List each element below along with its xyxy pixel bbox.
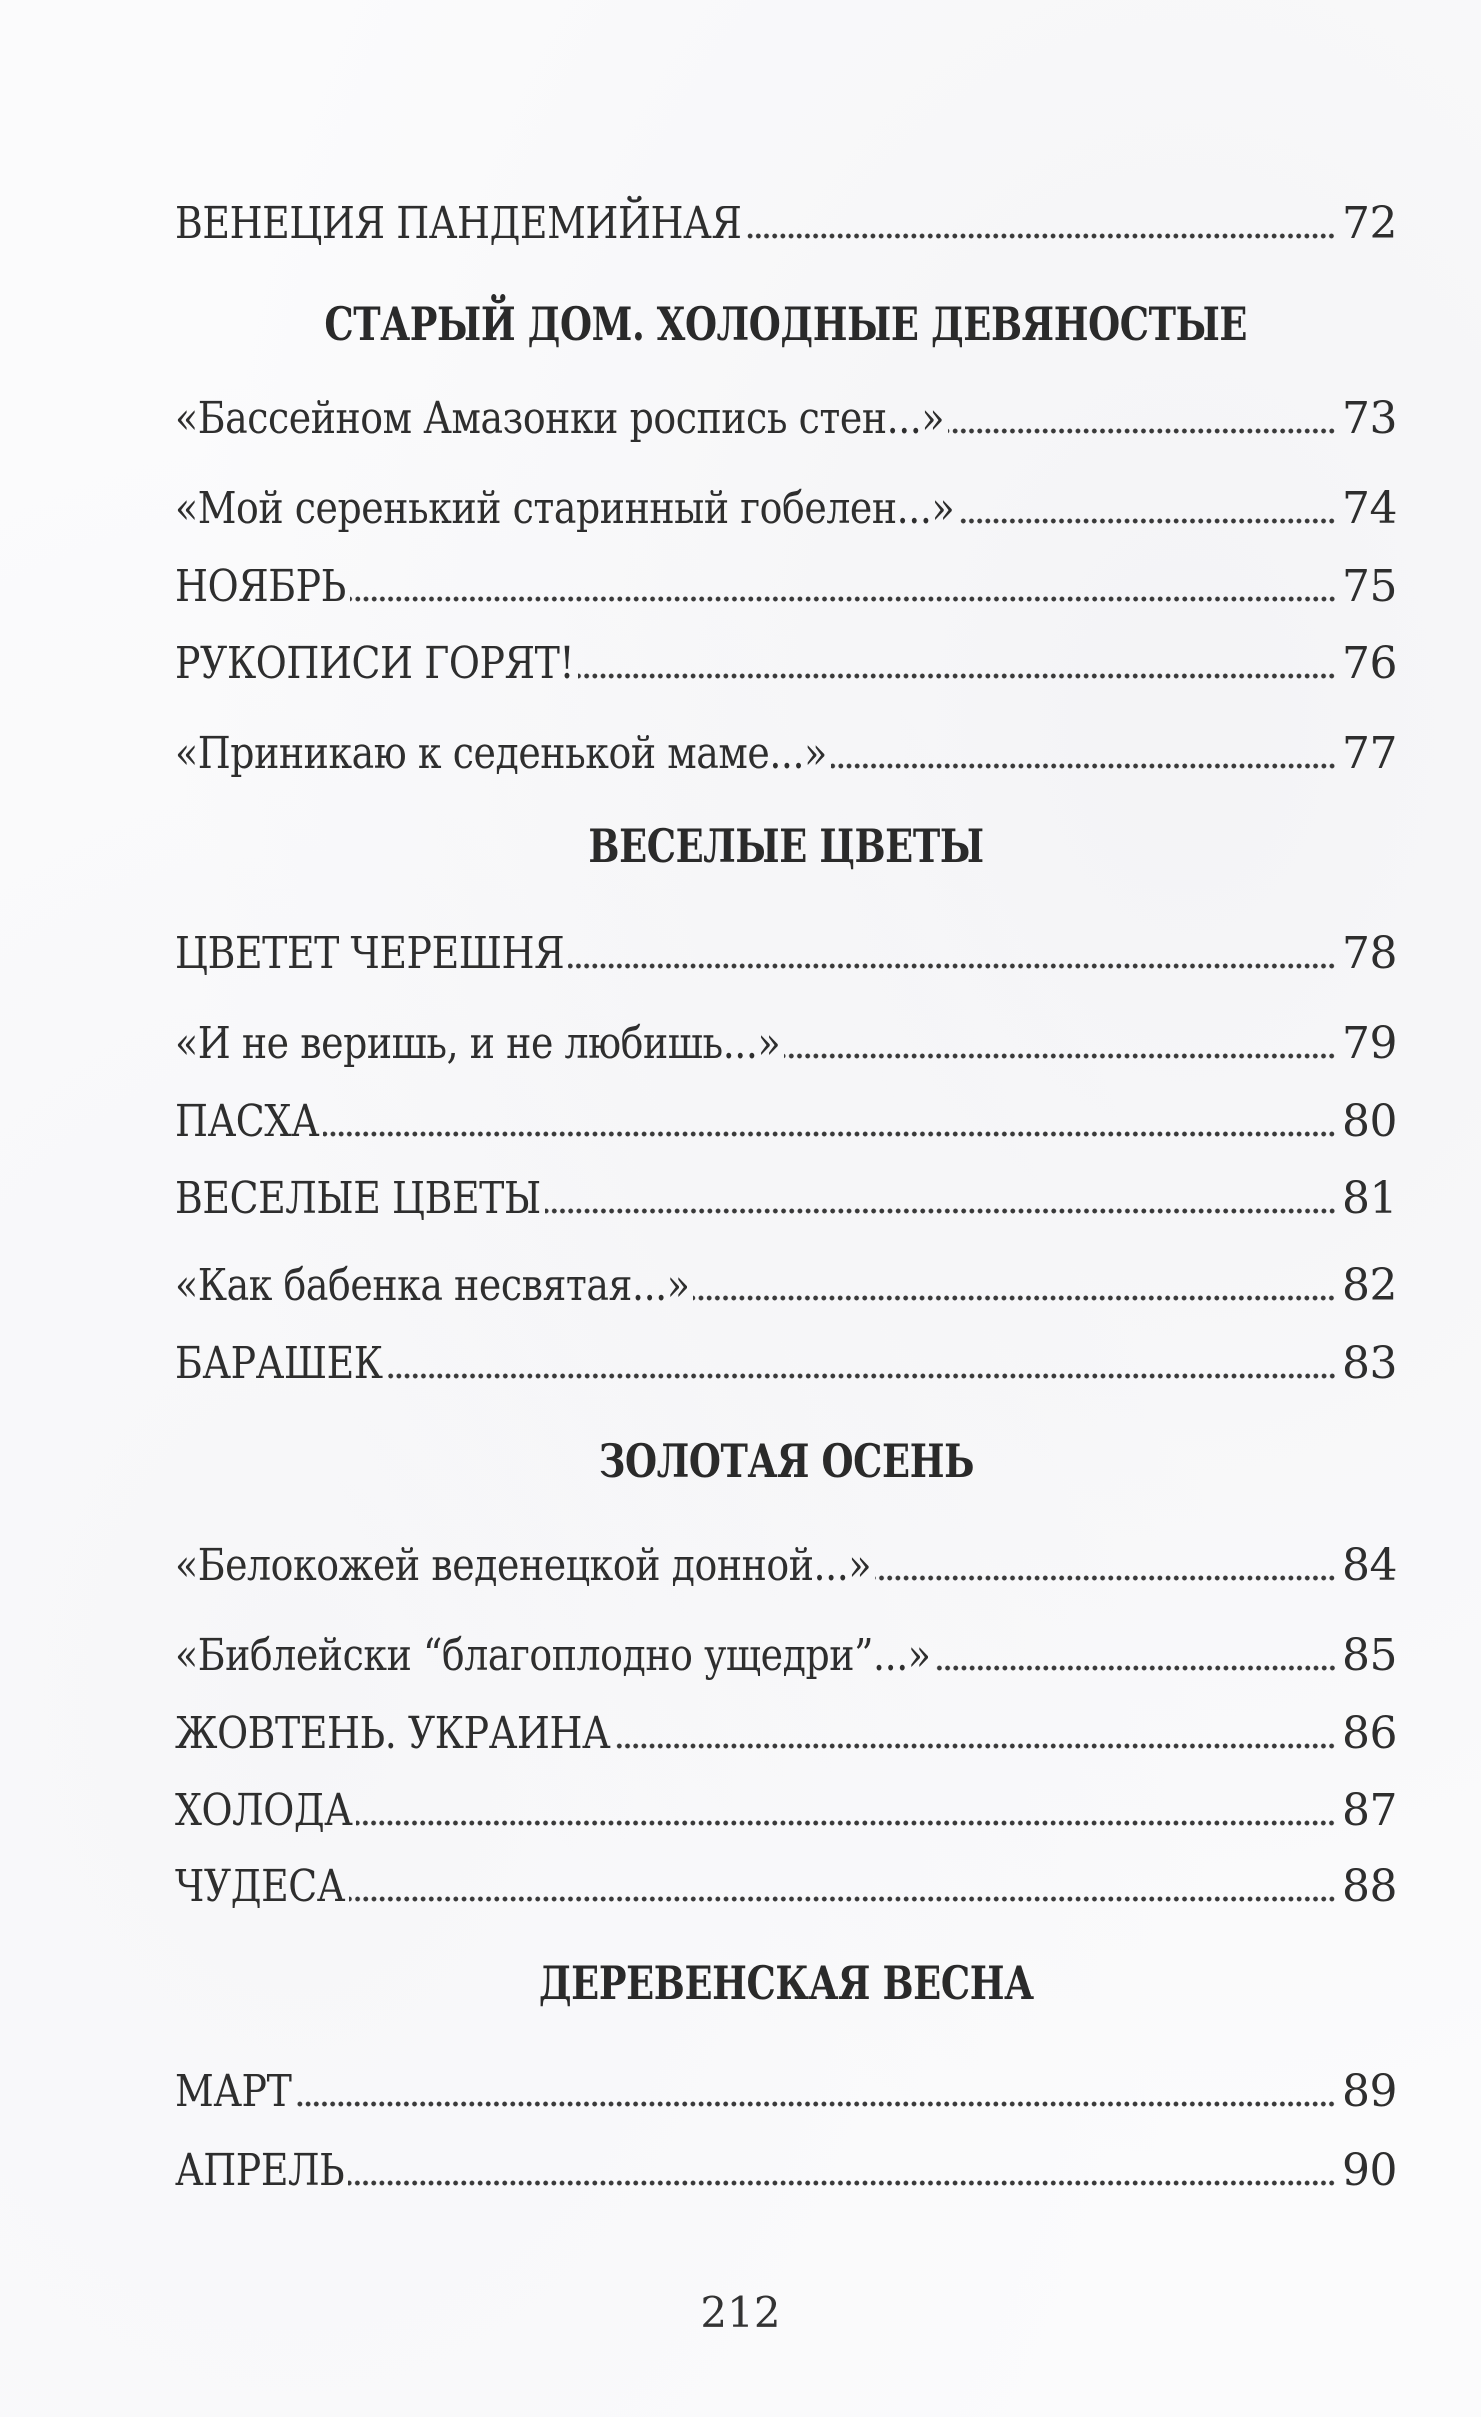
toc-entry <box>175 553 1397 613</box>
dot-leader <box>323 1130 1336 1138</box>
toc-entry-page: 82 <box>1342 1260 1397 1311</box>
section-heading-title: СТАРЫЙ ДОМ. ХОЛОДНЫЕ ДЕВЯНОСТЫЕ <box>324 297 1248 351</box>
toc-entry-page: 84 <box>1342 1540 1397 1591</box>
toc-entry-page: 78 <box>1342 928 1397 979</box>
toc-entry-title: ВЕНЕЦИЯ ПАНДЕМИЙНАЯ <box>175 198 742 249</box>
toc-entry-page: 85 <box>1342 1630 1397 1681</box>
section-heading-title: ДЕРЕВЕНСКАЯ ВЕСНА <box>538 1956 1034 2010</box>
toc-entry <box>175 385 1397 445</box>
toc-entry-page: 86 <box>1342 1708 1397 1759</box>
toc-entry-title: ВЕСЕЛЫЕ ЦВЕТЫ <box>175 1173 541 1224</box>
toc-entry-page: 73 <box>1342 393 1397 444</box>
dot-leader <box>935 1664 1336 1672</box>
toc-entry-page: 76 <box>1342 638 1397 689</box>
dot-leader <box>578 672 1336 680</box>
toc-entry-title: ПАСХА <box>175 1096 320 1147</box>
dot-leader <box>948 427 1336 435</box>
toc-entry <box>175 1252 1397 1312</box>
section-heading <box>175 1433 1397 1489</box>
toc-entry-page: 83 <box>1342 1338 1397 1389</box>
toc-entry <box>175 475 1397 535</box>
dot-leader <box>350 595 1336 603</box>
toc-entry <box>175 1532 1397 1592</box>
toc-entry-title: «Мой серенький старинный гобелен...» <box>175 483 955 534</box>
dot-leader <box>348 2179 1336 2187</box>
toc-entry-page: 75 <box>1342 561 1397 612</box>
toc-entry-page: 81 <box>1342 1173 1397 1224</box>
toc-entry <box>175 630 1397 690</box>
toc-entry-page: 79 <box>1342 1018 1397 1069</box>
toc-entry <box>175 2137 1397 2197</box>
toc-entry <box>175 1330 1397 1390</box>
toc-entry-page: 74 <box>1342 483 1397 534</box>
toc-entry <box>175 1010 1397 1070</box>
dot-leader <box>831 762 1336 770</box>
toc-entry-page: 88 <box>1342 1861 1397 1912</box>
dot-leader <box>693 1294 1336 1302</box>
toc-entry-title: «Библейски “благоплодно ущедри”...» <box>175 1630 931 1681</box>
toc-entry <box>175 1088 1397 1148</box>
dot-leader <box>568 962 1336 970</box>
toc-entry-title: АПРЕЛЬ <box>175 2145 345 2196</box>
toc-entry-title: «Как бабенка несвятая...» <box>175 1260 690 1311</box>
page-number: 212 <box>700 2288 781 2337</box>
toc-entry <box>175 1853 1397 1913</box>
toc-entry-title: ЧУДЕСА <box>175 1861 346 1912</box>
toc-entry <box>175 1700 1397 1760</box>
section-heading-title: ВЕСЕЛЫЕ ЦВЕТЫ <box>588 819 984 873</box>
toc-entry <box>175 2058 1397 2118</box>
toc-entry <box>175 190 1397 250</box>
section-heading-title: ЗОЛОТАЯ ОСЕНЬ <box>598 1434 974 1488</box>
dot-leader <box>295 2100 1336 2108</box>
toc-entry-title: РУКОПИСИ ГОРЯТ! <box>175 638 575 689</box>
toc-entry-page: 72 <box>1342 198 1397 249</box>
dot-leader <box>784 1052 1336 1060</box>
section-heading <box>175 1955 1397 2011</box>
dot-leader <box>745 232 1336 240</box>
toc-entry <box>175 1165 1397 1225</box>
toc-entry-title: «Приникаю к седенькой маме...» <box>175 728 827 779</box>
section-heading <box>175 818 1397 874</box>
toc-entry-title: «И не веришь, и не любишь...» <box>175 1018 781 1069</box>
toc-entry-page: 77 <box>1342 728 1397 779</box>
toc-entry-title: НОЯБРЬ <box>175 561 346 612</box>
toc-entry-page: 87 <box>1342 1785 1397 1836</box>
toc-entry-title: ЦВЕТЕТ ЧЕРЕШНЯ <box>175 928 565 979</box>
toc-entry <box>175 920 1397 980</box>
toc-entry-title: ЖОВТЕНЬ. УКРАИНА <box>175 1708 611 1759</box>
dot-leader <box>958 517 1336 525</box>
section-heading <box>175 296 1397 352</box>
dot-leader <box>875 1574 1336 1582</box>
dot-leader <box>349 1895 1336 1903</box>
toc-entry-title: БАРАШЕК <box>175 1338 383 1389</box>
toc-entry <box>175 1777 1397 1837</box>
toc-entry <box>175 720 1397 780</box>
toc-entry-page: 90 <box>1342 2145 1397 2196</box>
toc-entry-title: «Бассейном Амазонки роспись стен...» <box>175 393 945 444</box>
dot-leader <box>545 1207 1336 1215</box>
dot-leader <box>356 1819 1336 1827</box>
dot-leader <box>387 1372 1336 1380</box>
dot-leader <box>614 1742 1336 1750</box>
toc-entry-title: МАРТ <box>175 2066 292 2117</box>
toc-entry-page: 89 <box>1342 2066 1397 2117</box>
toc-entry-page: 80 <box>1342 1096 1397 1147</box>
toc-entry-title: ХОЛОДА <box>175 1785 353 1836</box>
toc-entry-title: «Белокожей веденецкой донной...» <box>175 1540 872 1591</box>
toc-entry <box>175 1622 1397 1682</box>
